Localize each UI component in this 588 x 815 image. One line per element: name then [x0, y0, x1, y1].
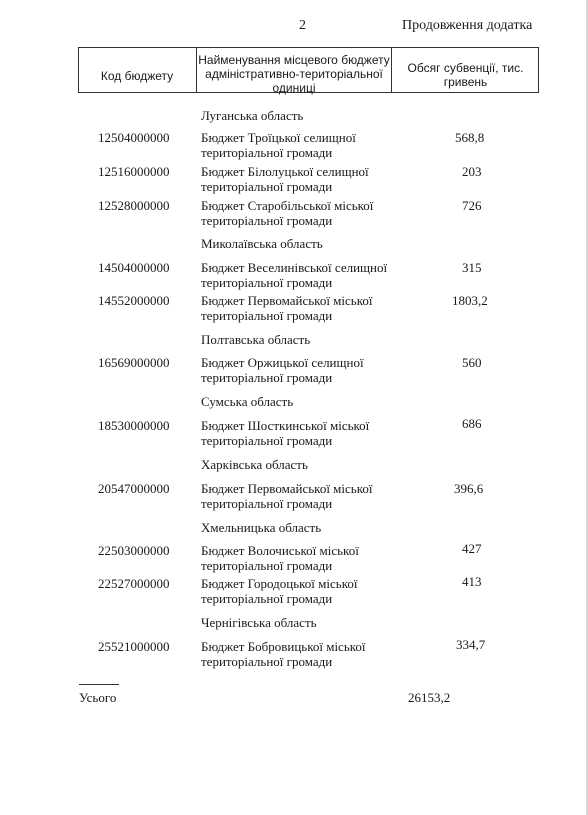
budget-code: 20547000000 — [98, 481, 170, 496]
budget-code: 22503000000 — [98, 543, 170, 558]
budget-amount: 413 — [462, 574, 482, 589]
budget-amount: 427 — [462, 541, 482, 556]
budget-amount: 686 — [462, 416, 482, 431]
budget-code: 25521000000 — [98, 639, 170, 654]
budget-amount: 560 — [462, 355, 482, 370]
budget-amount: 203 — [462, 164, 482, 179]
budget-name: Бюджет Веселинівської селищної територіальної громади — [201, 260, 388, 290]
budget-amount: 1803,2 — [452, 293, 488, 308]
header-divider-2 — [391, 47, 392, 93]
budget-name: Бюджет Бобровицької міської територіальної громади — [201, 639, 366, 669]
budget-name: Бюджет Шосткинської міської територіальної громади — [201, 418, 370, 448]
page-number: 2 — [299, 18, 306, 33]
region-heading: Чернігівська область — [201, 615, 317, 630]
budget-amount: 568,8 — [455, 130, 485, 145]
header-divider-1 — [196, 47, 197, 93]
budget-amount: 396,6 — [454, 481, 484, 496]
budget-amount: 315 — [462, 260, 482, 275]
region-heading: Миколаївська область — [201, 236, 323, 251]
region-heading: Хмельницька область — [201, 520, 322, 535]
budget-code: 12504000000 — [98, 130, 170, 145]
header-amount: Обсяг субвенції, тис. гривень — [407, 61, 524, 89]
region-heading: Полтавська область — [201, 332, 311, 347]
budget-name: Бюджет Первомайської міської територіальної громади — [201, 481, 373, 511]
budget-name: Бюджет Оржицької селищної територіальної громади — [201, 355, 364, 385]
budget-name: Бюджет Первомайської міської територіальної громади — [201, 293, 373, 323]
budget-code: 14504000000 — [98, 260, 170, 275]
budget-name: Бюджет Троїцької селищної територіальної громади — [201, 130, 356, 160]
budget-code: 18530000000 — [98, 418, 170, 433]
header-top-rule — [78, 47, 539, 48]
budget-code: 16569000000 — [98, 355, 170, 370]
budget-name: Бюджет Білолуцької селищної територіальної громади — [201, 164, 369, 194]
budget-name: Бюджет Городоцької міської територіальної громади — [201, 576, 358, 606]
budget-amount: 726 — [462, 198, 482, 213]
region-heading: Луганська область — [201, 108, 304, 123]
budget-code: 12528000000 — [98, 198, 170, 213]
header-code: Код бюджету — [100, 69, 174, 83]
continuation-note: Продовження додатка — [402, 18, 533, 33]
budget-name: Бюджет Старобільської міської територіальної громади — [201, 198, 374, 228]
budget-amount: 334,7 — [456, 637, 486, 652]
region-heading: Сумська область — [201, 394, 294, 409]
total-label: Усього — [79, 690, 117, 705]
budget-code: 12516000000 — [98, 164, 170, 179]
header-right-border — [538, 47, 539, 93]
budget-code: 14552000000 — [98, 293, 170, 308]
budget-name: Бюджет Волочиської міської територіальної громади — [201, 543, 359, 573]
header-name: Найменування місцевого бюджету адміністративно-територіальної одиниці — [198, 53, 390, 95]
region-heading: Харківська область — [201, 457, 308, 472]
total-value: 26153,2 — [408, 690, 451, 705]
total-rule — [79, 684, 119, 685]
budget-code: 22527000000 — [98, 576, 170, 591]
